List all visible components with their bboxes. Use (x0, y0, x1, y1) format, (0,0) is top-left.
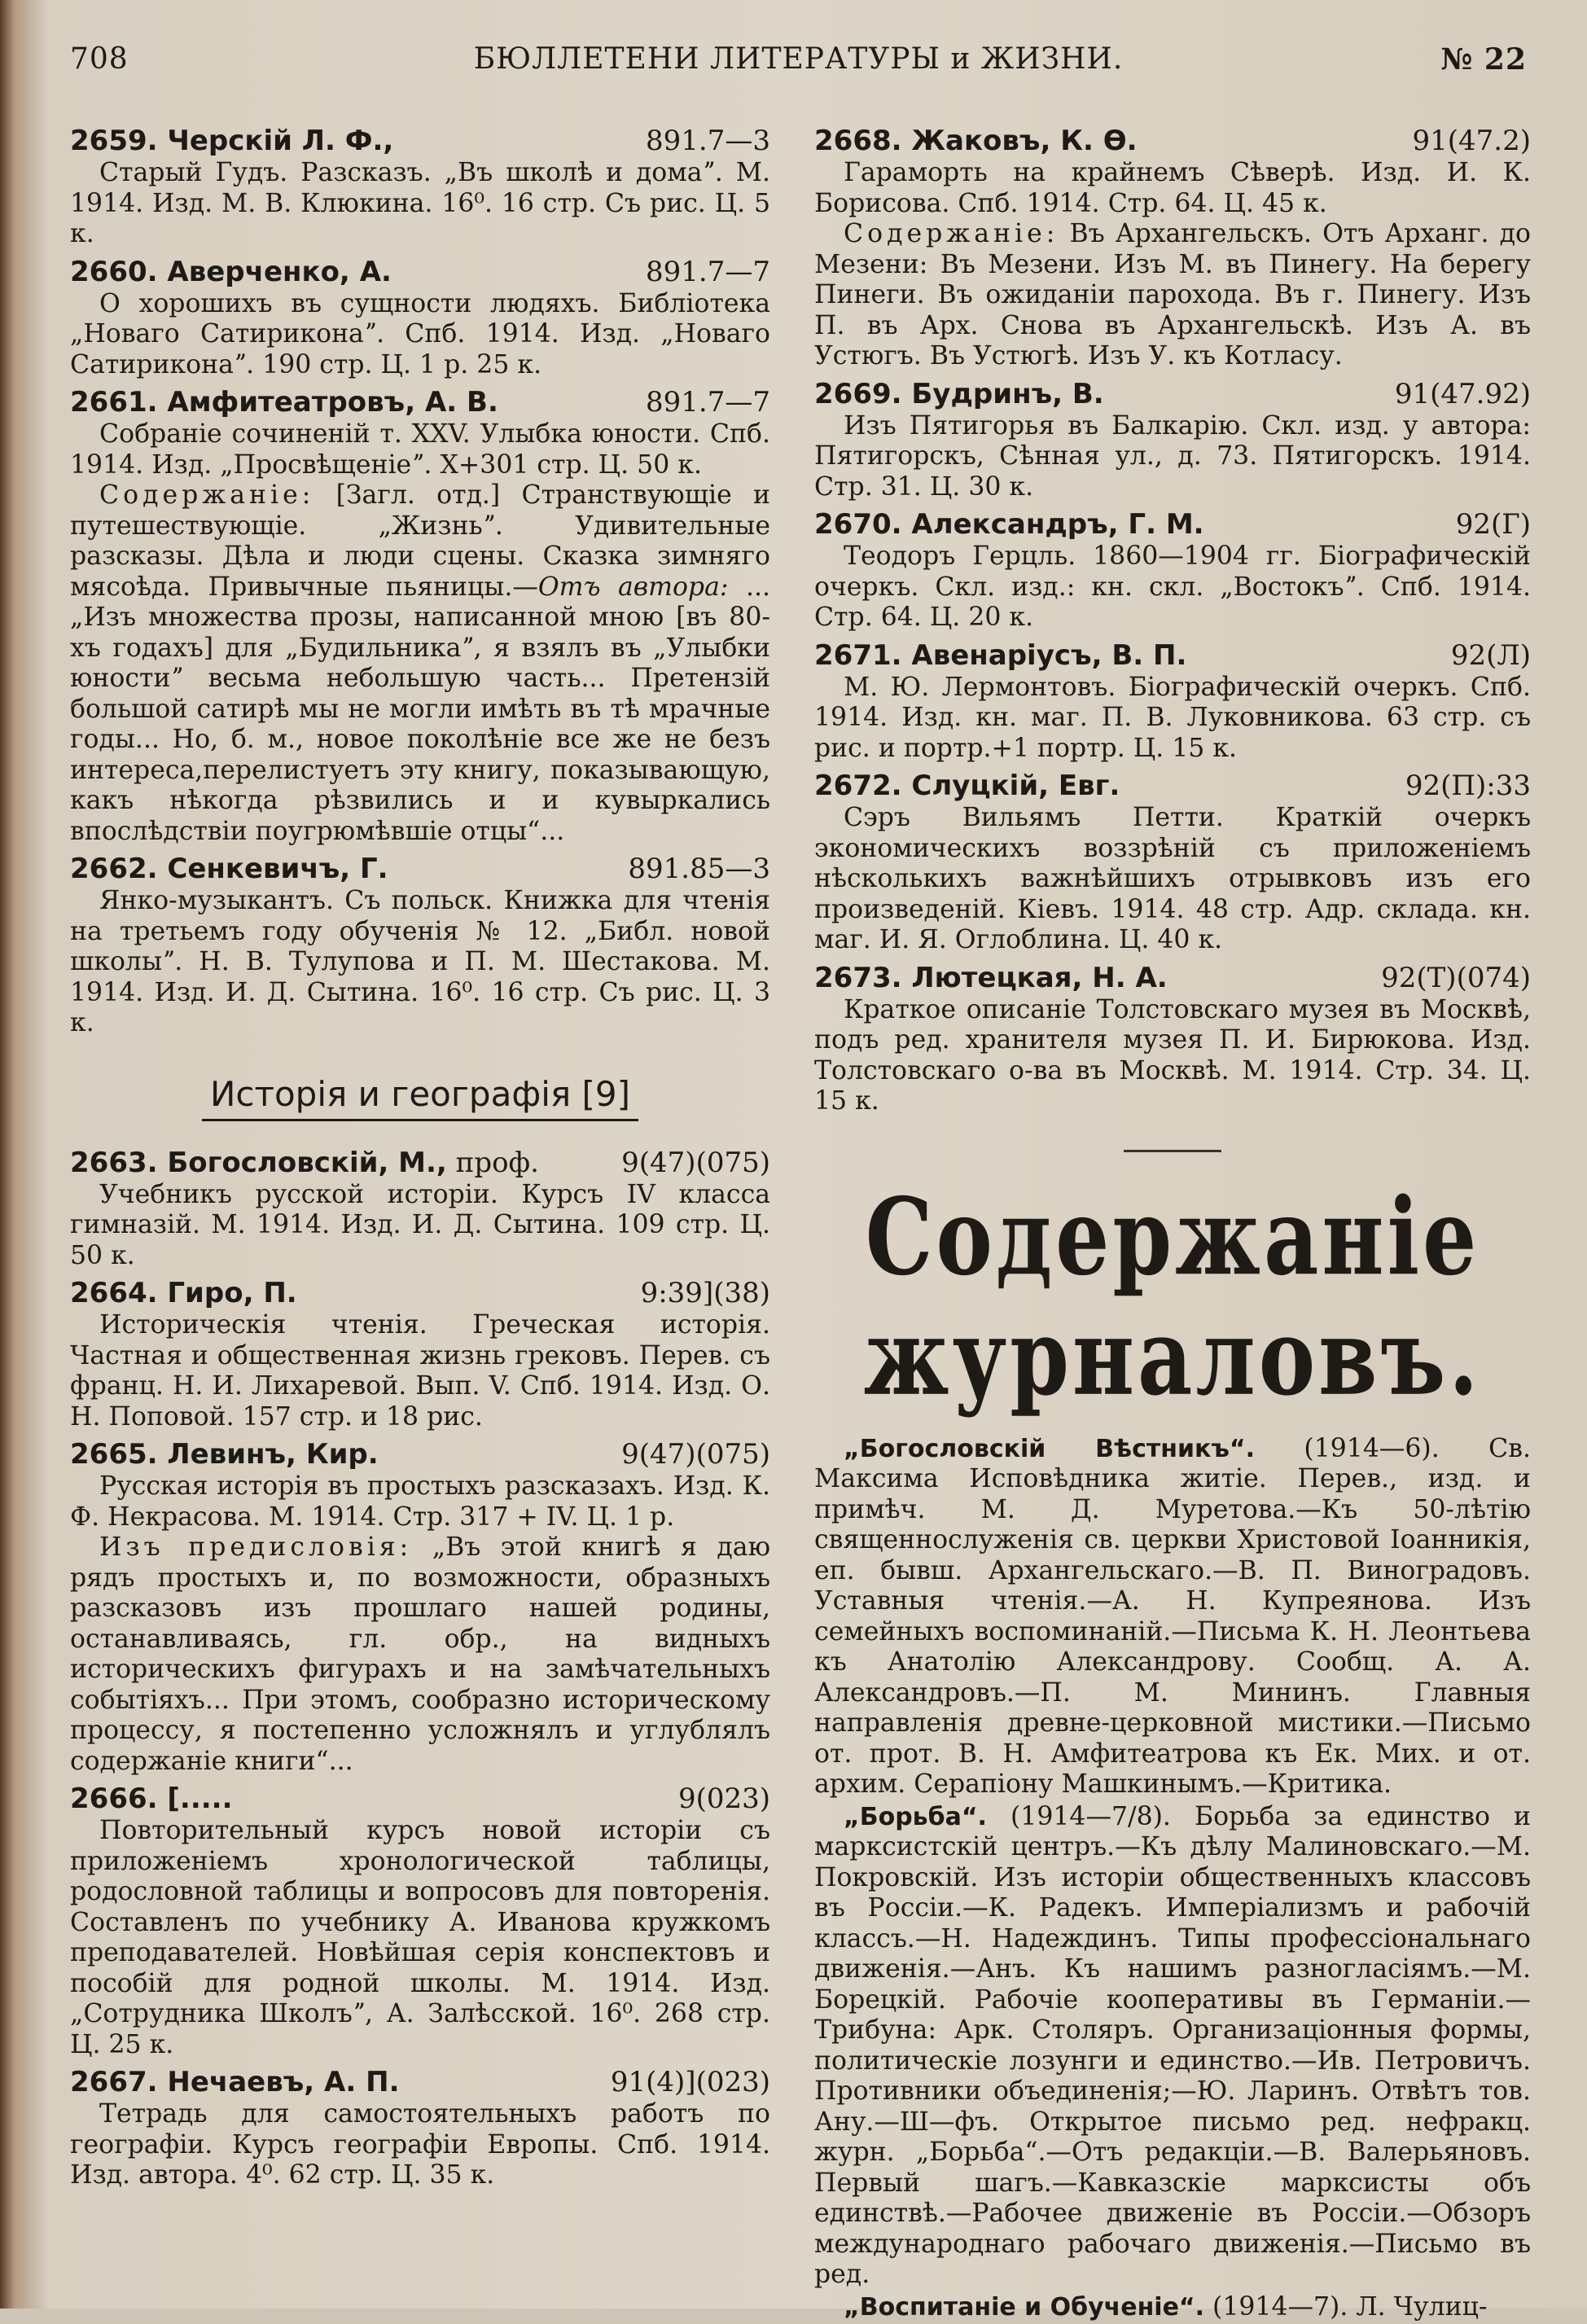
entry-label: 2662. Сенкевичъ, Г. (70, 853, 388, 885)
entry-classification: 92(Л) (1450, 638, 1531, 672)
entry-classification: 92(Т)(074) (1381, 961, 1531, 994)
bibliography-entry (814, 769, 1531, 956)
entry-label: 2671. Авенаріусъ, В. П. (814, 638, 1187, 672)
journal-contents-text: (1914—7/8). Борьба за единство и марксистскій центръ.—Къ дѣлу Малиновскаго.—М. Покровскій. Изъ исторіи общественныхъ классовъ въ Россіи.—К. Радекъ. Имперіализмъ и рабочій классъ.—Н. Надеждинъ. Типы профессіональнаго движенія.—Анъ. Къ нашимъ разногласіямъ.—М. Борецкій. Рабочіе кооперативы въ Германіи.—Трибуна: Арк. Столяръ. Организаціонныя формы, политическіе лозунги и единство.—Ив. Петровичъ. Противники объединенія;—Ю. Ларинъ. Отвѣтъ тов. Ану.—Ш—фъ. Открытое письмо ред. нефракц. журн. „Борьба“.—Отъ редакціи.—В. Валерьяновъ. Первый шагъ.—Кавказскіе марксисты объ единствѣ.—Рабочее движеніе въ Россіи.—Обзоръ международнаго рабочаго движенія.—Письмо въ ред. (814, 1801, 1531, 2289)
entry-body: Гараморть на крайнемъ Сѣверѣ. Изд. И. К. Борисова. Спб. 1914. Стр. 64. Ц. 45 к. (814, 158, 1531, 218)
entry-label: 2664. Гиро, П. (70, 1277, 297, 1309)
entry-label: 2666. [..... (70, 1782, 233, 1815)
entry-body: Сэръ Вильямъ Петти. Краткій очеркъ экономическихъ воззрѣній съ приложеніемъ нѣсколькихъ важнѣйшихъ отрывковъ изъ его произведеній. Кіевъ. 1914. 48 стр. Адр. склада. кн. маг. И. Я. Оглоблина. Ц. 40 к. (814, 803, 1531, 954)
entry-classification: 9(023) (677, 1782, 770, 1815)
entry-classification: 92(П):33 (1405, 770, 1531, 802)
bibliography-entry (70, 385, 770, 847)
entry-body: Тетрадь для самостоятельныхъ работъ по географіи. Курсъ географіи Европы. Спб. 1914. Изд. автора. 4⁰. 62 стр. Ц. 35 к. (70, 2099, 770, 2190)
entry-body: Повторительный курсъ новой исторіи съ приложеніемъ хронологической таблицы, родословной таблицы и вопросовъ для повторенія. Составленъ по учебнику А. Иванова кружкомъ преподавателей. Новѣйшая серія конспектовъ и пособій для родной школы. М. 1914. Изд. „Сотрудника Школъˮ, А. Залѣсской. 16⁰. 268 стр. Ц. 25 к. (70, 1816, 770, 2059)
bibliography-entry (70, 1437, 770, 1777)
bibliography-entry (70, 1276, 770, 1432)
entry-classification: 92(Г) (1455, 508, 1531, 541)
bibliography-entry (70, 124, 770, 250)
entry-body: Янко-музыкантъ. Съ польск. Книжка для чтенія на третьемъ году обученія № 12. „Библ. новой школыˮ. Н. В. Тулупова и П. М. Шестакова. М. 1914. Изд. И. Д. Сытина. 16⁰. 16 стр. Съ рис. Ц. 3 к. (70, 886, 770, 1037)
contents-lead: Содержаніе: (99, 480, 315, 510)
bibliography-entry (70, 255, 770, 381)
entry-label: 2667. Нечаевъ, А. П. (70, 2066, 400, 2098)
journal-contents-text: (1914—7). Л. Чулиц- (1204, 2291, 1488, 2322)
page-number: 708 (70, 42, 129, 76)
entry-body: Учебникъ русской исторіи. Курсъ IV класса гимназій. М. 1914. Изд. И. Д. Сытина. 109 стр. Ц. 50 к. (70, 1179, 770, 1270)
entry-body: Краткое описаніе Толстовскаго музея въ Москвѣ, подъ ред. хранителя музея П. И. Бирюкова. Изд. Толстовскаго о-ва въ Москвѣ. М. 1914. Стр. 34. Ц. 15 к. (814, 994, 1531, 1116)
entry-body: Изъ Пятигорья въ Балкарію. Скл. изд. у автора: Пятигорскъ, Сѣнная ул., д. 73. Пятигорскъ. 1914. Стр. 31. Ц. 30 к. (814, 410, 1531, 502)
entry-classification: 891.7—7 (646, 255, 770, 288)
contents-italic: Отъ автора: (537, 572, 729, 602)
section-heading (70, 1072, 770, 1121)
entry-body: Старый Гудъ. Разсказъ. „Въ школѣ и домаˮ. М. 1914. Изд. М. В. Клюкина. 16⁰. 16 стр. Съ рис. Ц. 5 к. (70, 158, 770, 248)
entry-label: 2660. Аверченко, А. (70, 255, 392, 288)
journal-contents-text: (1914—6). Св. Максима Исповѣдника житіе. Перев., изд. и примѣч. М. Д. Муретова.—Къ 50-лѣтію священнослуженія св. церкви Христовой Іоанникія, еп. бывш. Архангельскаго.—В. П. Виноградовъ. Уставныя чтенія.—А. Н. Купреянова. Изъ семейныхъ воспоминаній.—Письма К. Н. Леонтьева къ Анатолію Александрову. Сообщ. А. А. Александровъ.—П. М. Мининъ. Главныя направленія древне-церковной мистики.—Письмо от. прот. В. Н. Амфитеатрова къ Ек. Мих. и от. архим. Серапіону Машкинымъ.—Критика. (814, 1433, 1531, 1799)
journal-name: „Воспитаніе и Обученіе“. (844, 2292, 1205, 2322)
bibliography-entry (814, 507, 1531, 634)
bibliography-entry (70, 852, 770, 1039)
bibliography-entry (70, 1146, 770, 1272)
entry-classification: 891.7—7 (646, 386, 770, 419)
entry-contents (814, 219, 1531, 372)
entry-classification: 891.85—3 (628, 853, 770, 885)
entry-classification: 91(47.92) (1394, 377, 1531, 410)
left-column (70, 124, 770, 2196)
running-head (70, 42, 1527, 83)
entry-classification: 91(47.2) (1412, 125, 1531, 157)
bibliography-entry (814, 377, 1531, 503)
entry-body: Русская исторія въ простыхъ разсказахъ. Изд. К. Ф. Некрасова. М. 1914. Стр. 317 + IV. Ц. 1 р. (70, 1471, 770, 1532)
journal-contents-item (814, 2292, 1531, 2323)
preface-lead: Изъ предисловія: (99, 1533, 413, 1562)
journal-name: „Богословскій Вѣстникъ“. (844, 1434, 1256, 1463)
section-heading-text: Исторія и географія [9] (202, 1072, 638, 1121)
right-column (814, 124, 1531, 2324)
entry-classification: 9(47)(075) (621, 1146, 770, 1179)
entry-classification: 9(47)(075) (621, 1438, 770, 1471)
entry-contents (70, 480, 770, 847)
bibliography-entry (70, 1782, 770, 2060)
entry-body: Историческія чтенія. Греческая исторія. Частная и общественная жизнь грековъ. Перев. съ франц. Н. И. Лихаревой. Вып. V. Спб. 1914. Изд. О. Н. Поповой. 157 стр. и 18 рис. (70, 1310, 770, 1432)
bibliography-entry (814, 638, 1531, 765)
entry-label: 2670. Александръ, Г. М. (814, 508, 1204, 541)
contents-text: Въ Архангельскъ. Отъ Арханг. до Мезени: Въ Мезени. Изъ М. въ Пинегу. На берегу Пинеги. Въ ожиданіи парохода. Въ г. Пинегу. Изъ П. въ Арх. Снова въ Архангельскѣ. Изъ А. въ Устюгъ. Въ Устюгѣ. Изъ У. къ Котласу. (814, 219, 1531, 371)
contents-quote: ...„Изъ множества прозы, написанной мною [въ 80-хъ годахъ] для „Будильникаˮ, я взялъ въ „Улыбки юностиˮ весьма небольшую часть... Претензій большой сатирѣ мы не могли имѣть въ тѣ мрачные годы... Но, б. м., новое поколѣніе все же не безъ интереса,перелистуетъ эту книгу, показывающую, какъ нѣкогда рѣзвились и и кувыркались впослѣдствіи поугрюмѣвшіе отцы“... (70, 572, 770, 846)
entry-label: 2659. Черскій Л. Ф., (70, 125, 394, 157)
bibliography-entry (814, 961, 1531, 1117)
entry-label-tail: проф. (446, 1146, 539, 1179)
entry-label: 2668. Жаковъ, К. Ѳ. (814, 125, 1138, 157)
journal-running-title: БЮЛЛЕТЕНИ ЛИТЕРАТУРЫ и ЖИЗНИ. (473, 42, 1124, 76)
journals-section-title: Содержаніе журналовъ. (863, 1173, 1482, 1419)
entry-body: Теодоръ Герцль. 1860—1904 гг. Біографическій очеркъ. Скл. изд.: кн. скл. „Востокъˮ. Спб. 1914. Стр. 64. Ц. 20 к. (814, 542, 1531, 632)
entry-classification: 891.7—3 (646, 125, 770, 157)
entry-classification: 91(4)](023) (610, 2066, 770, 2098)
journal-contents-item (814, 1434, 1531, 1800)
entry-label: 2673. Лютецкая, Н. А. (814, 961, 1168, 994)
journal-name: „Борьба“. (844, 1802, 987, 1831)
entry-body: М. Ю. Лермонтовъ. Біографическій очеркъ. Спб. 1914. Изд. кн. маг. П. В. Луковникова. 63 стр. съ рис. и портр.+1 портр. Ц. 15 к. (814, 672, 1531, 763)
preface-text: „Въ этой книгѣ я даю рядъ простыхъ и, по возможности, образныхъ разсказовъ изъ прошлаго нашей родины, останавливаясь, гл. обр., на видныхъ историческихъ фигурахъ и на замѣчательныхъ событіяхъ... При этомъ, сообразно историческому процессу, я постепенно усложнялъ и углублялъ содержаніе книги“... (70, 1533, 770, 1776)
entry-body: Собраніе сочиненій т. XXV. Улыбка юности. Спб. 1914. Изд. „Просвѣщеніеˮ. X+301 стр. Ц. 50 к. (70, 419, 770, 480)
entry-label: 2663. Богословскій, М., (70, 1146, 447, 1179)
bibliography-entry (70, 2065, 770, 2191)
entry-label: 2665. Левинъ, Кир. (70, 1438, 379, 1471)
entry-body: О хорошихъ въ сущности людяхъ. Библіотека „Новаго Сатириконаˮ. Спб. 1914. Изд. „Новаго Сатириконаˮ. 190 стр. Ц. 1 р. 25 к. (70, 288, 770, 379)
entry-label: 2669. Будринъ, В. (814, 377, 1104, 410)
issue-number: № 22 (1440, 42, 1527, 77)
contents-lead: Содержаніе: (844, 219, 1059, 248)
entry-label: 2661. Амфитеатровъ, А. В. (70, 386, 498, 419)
contents-text: [Загл. отд.] Странствующіе и путешествующіе. „Жизньˮ. Удивительные разсказы. Дѣла и люди сцены. Сказка зимняго мясоѣда. Привычные пьяницы.— (70, 480, 770, 602)
entry-preface (70, 1533, 770, 1777)
bibliography-entry (814, 124, 1531, 372)
section-divider (1124, 1150, 1221, 1152)
entry-classification: 9:39](38) (640, 1277, 770, 1309)
journal-contents-item (814, 1802, 1531, 2291)
entry-label: 2672. Слуцкій, Евг. (814, 770, 1120, 802)
